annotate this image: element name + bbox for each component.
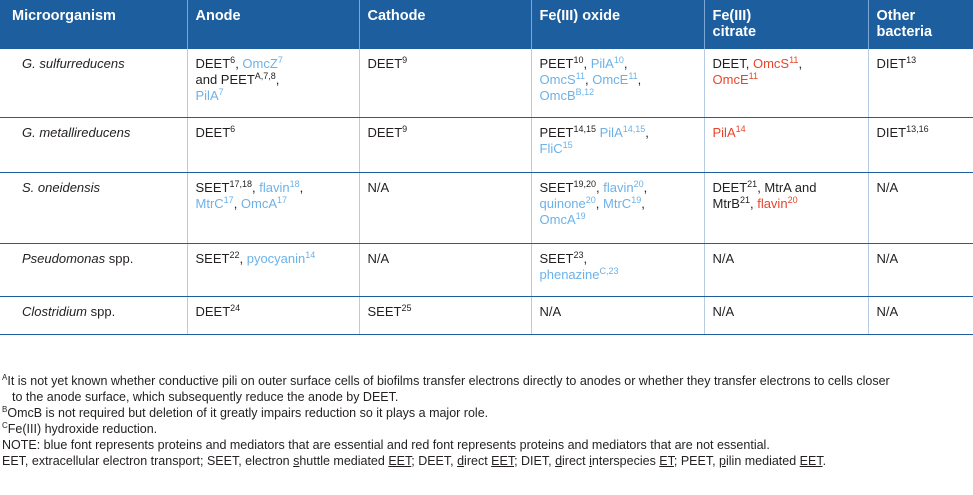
essential-term: pyocyanin$^{14}$ [246,249,316,266]
reference-superscript: 11 [628,71,638,81]
essential-term: PilA$^{14,15}$ [599,123,646,140]
cell-text: SEET$^{23}$ [539,249,584,266]
essential-term: flavin$^{20}$ [603,178,644,195]
organism-cell: Pseudomonas spp. [0,243,187,296]
fe-oxide-cell [531,49,704,117]
table-row [0,117,973,172]
header-cathode: Cathode [359,0,531,49]
underlined-letter: EET [388,454,412,468]
essential-term: OmcA$^{19}$ [539,210,586,227]
essential-term: flavin$^{18}$ [259,178,300,195]
organism-cell: Clostridium spp. [0,296,187,334]
nonessential-term: PilA$^{14}$ [712,123,746,140]
cell-text: DEET$^6$ [195,55,236,71]
reference-superscript: 20 [633,178,644,189]
underlined-letter: p [719,454,726,468]
anode-cell [187,296,359,334]
footnote-b: $^B$OmcB is not required but deletion of it greatly impairs reduction so it plays a major role. [2,405,489,420]
fe-oxide-cell [531,243,704,296]
cell-text: N/A [712,250,735,266]
cell-text: , [595,195,604,211]
cell-text: N/A [367,179,390,195]
footnote-a-continued: to the anode surface, which subsequently reduce the anode by DEET. [12,390,399,404]
reference-superscript: 10 [573,55,584,65]
cell-text: DIET$^{13}$ [876,55,917,71]
cell-text: , [239,250,247,266]
fe-oxide-cell [531,117,704,172]
footnote-c: $^C$Fe(III) hydroxide reduction. [2,421,158,436]
reference-superscript: 17 [223,194,234,205]
cell-text: , MtrA and MtrB$^{21}$ [712,179,817,211]
cell-text: , [637,72,642,87]
essential-term: PilA$^7$ [195,87,224,103]
reference-superscript: 20 [787,194,798,205]
reference-superscript: 14 [305,249,316,260]
cell-text: N/A [876,250,899,266]
underlined-letter: d [555,454,563,468]
cell-text: , [299,179,304,195]
cell-text: SEET$^{25}$ [367,302,412,319]
essential-term: quinone$^{20}$ [539,194,596,211]
cell-text: N/A [367,250,390,266]
table-footnotes [2,373,967,469]
cell-text: , [749,195,758,211]
reference-superscript: 13,16 [906,123,929,134]
other-bacteria-cell [868,172,973,243]
other-bacteria-cell [868,243,973,296]
abbrev-text: EET, extracellular electron transport; SEET, electron [2,454,294,468]
reference-superscript: 10 [613,55,624,65]
abbrev-text: huttle mediated [299,454,389,468]
reference-superscript: C,23 [599,265,619,276]
cathode-cell [359,296,531,334]
cell-text: , [235,56,243,71]
nonessential-term: flavin$^{20}$ [757,194,798,211]
header-fe-oxide: Fe(III) oxide [531,0,704,49]
essential-term: MtrC$^{19}$ [603,194,642,211]
nonessential-term: OmcE$^{11}$ [712,71,758,87]
table-row [0,172,973,243]
cell-text: , [252,179,260,195]
abbrev-text: irect [464,454,492,468]
header-microorganism: Microorganism [0,0,187,49]
reference-superscript: 11 [748,71,758,81]
abbrev-text: ; DEET, [411,454,458,468]
abbreviations-note [2,453,967,469]
cell-text: DEET$^9$ [367,123,408,140]
cathode-cell [359,172,531,243]
other-bacteria-cell [868,49,973,117]
cell-text: SEET$^{19,20}$ [539,178,596,195]
cell-text: DEET$^6$ [195,123,236,140]
cell-text: N/A [876,179,899,195]
essential-term: OmcS$^{11}$ [539,71,585,87]
fe-oxide-cell [531,296,704,334]
fe-citrate-cell [704,172,868,243]
reference-superscript: A,7,8 [254,71,276,81]
reference-superscript: 19,20 [573,178,596,189]
color-legend-note: NOTE: blue font represents proteins and mediators that are essential and red font represents proteins and mediators that are not essential. [2,438,770,452]
cell-text: , [645,124,649,140]
header-anode: Anode [187,0,359,49]
cell-text: SEET$^{22}$ [195,249,240,266]
header-row [0,0,973,49]
reference-superscript: 20 [585,194,596,205]
reference-superscript: 6 [230,123,236,134]
cell-text: N/A [712,303,735,319]
reference-superscript: 25 [401,302,412,313]
fe-citrate-cell [704,296,868,334]
cell-text: PEET$^{14,15}$ [539,123,596,140]
nonessential-term: OmcS$^{11}$ [752,55,799,71]
essential-term: OmcA$^{17}$ [240,194,288,211]
essential-term: MtrC$^{17}$ [195,194,234,211]
organism-cell: S. oneidensis [0,172,187,243]
footnote-a: $^A$It is not yet known whether conductive pili on outer surface cells of biofilms transfer electrons directly to anodes or whether they transfer electrons to cells closer [2,373,890,388]
cell-text: , [233,195,241,211]
reference-superscript: 23 [573,249,584,260]
header-fe-citrate: Fe(III) citrate [704,0,868,49]
header-other-bacteria: Other bacteria [868,0,973,49]
underlined-letter: EET [491,454,515,468]
cell-text: , [583,56,591,71]
anode-cell [187,243,359,296]
cell-text: , [641,195,645,211]
organism-cell: G. sulfurreducens [0,49,187,117]
reference-superscript: 14,15 [573,123,596,134]
reference-superscript: 21 [747,178,758,189]
cell-text: N/A [539,303,562,319]
reference-superscript: 13 [906,55,917,65]
reference-superscript: 11 [575,71,585,81]
cell-text: , [798,56,803,71]
underlined-letter: EET [799,454,823,468]
reference-superscript: 14 [735,123,746,134]
underlined-letter: d [457,454,465,468]
table-row [0,296,973,334]
anode-cell [187,49,359,117]
cell-text: DEET$^{24}$ [195,302,241,319]
abbrev-text: . [822,454,827,468]
reference-superscript: 7 [277,55,283,65]
reference-superscript: 21 [739,194,750,205]
abbrev-text: ; PEET, [673,454,720,468]
other-bacteria-cell [868,296,973,334]
cell-text: , [623,56,628,71]
anode-cell [187,117,359,172]
underlined-letter: i [589,454,592,468]
reference-superscript: 24 [230,302,241,313]
reference-superscript: B,12 [575,87,595,97]
reference-superscript: 17,18 [229,178,252,189]
essential-term: phenazine$^{C,23}$ [539,265,619,282]
essential-term: OmcZ$^7$ [242,55,283,71]
cell-text: N/A [876,303,899,319]
cell-text: DIET$^{13,16}$ [876,123,929,140]
reference-superscript: 19 [631,194,642,205]
reference-superscript: 9 [402,123,408,134]
underlined-letter: s [293,454,300,468]
abbrev-text: nterspecies [591,454,660,468]
cell-text: , [643,179,648,195]
cell-text: , [745,56,753,71]
reference-superscript: 7 [218,87,224,97]
cathode-cell [359,49,531,117]
cell-text: DEET [712,56,746,71]
other-bacteria-cell [868,117,973,172]
cell-text: PEET$^{10}$ [539,55,584,71]
reference-superscript: 22 [229,249,240,260]
cell-text: , [275,72,280,87]
essential-term: PilA$^{10}$ [590,55,624,71]
reference-superscript: 11 [789,55,799,65]
cell-text: DEET$^9$ [367,55,408,71]
cell-text: DEET$^{21}$ [712,178,758,195]
cell-text: and $PEET^{A,7,8}$ [195,71,276,87]
reference-superscript: 18 [289,178,300,189]
reference-superscript: 9 [402,55,408,65]
cathode-cell [359,117,531,172]
fe-citrate-cell [704,49,868,117]
fe-citrate-cell [704,117,868,172]
fe-citrate-cell [704,243,868,296]
reference-superscript: 19 [575,210,586,221]
table-row [0,49,973,117]
abbrev-text: irect [562,454,590,468]
organism-cell: G. metallireducens [0,117,187,172]
essential-term: FliC$^{15}$ [539,139,573,156]
reference-superscript: 6 [230,55,236,65]
reference-superscript: 14,15 [622,123,646,134]
cell-text: , [584,72,593,87]
abbrev-text: ilin mediated [726,454,800,468]
fe-oxide-cell [531,172,704,243]
essential-term: OmcB$^{B,12}$ [539,87,595,103]
table-row [0,243,973,296]
cell-text: SEET$^{17,18}$ [195,178,252,195]
essential-term: OmcE$^{11}$ [592,71,638,87]
reference-superscript: 17 [277,194,288,205]
reference-superscript: 15 [562,139,573,150]
cell-text: , [596,179,604,195]
cell-text: , [583,250,588,266]
anode-cell [187,172,359,243]
underlined-letter: ET [659,454,674,468]
abbrev-text: ; DIET, [514,454,556,468]
cathode-cell [359,243,531,296]
